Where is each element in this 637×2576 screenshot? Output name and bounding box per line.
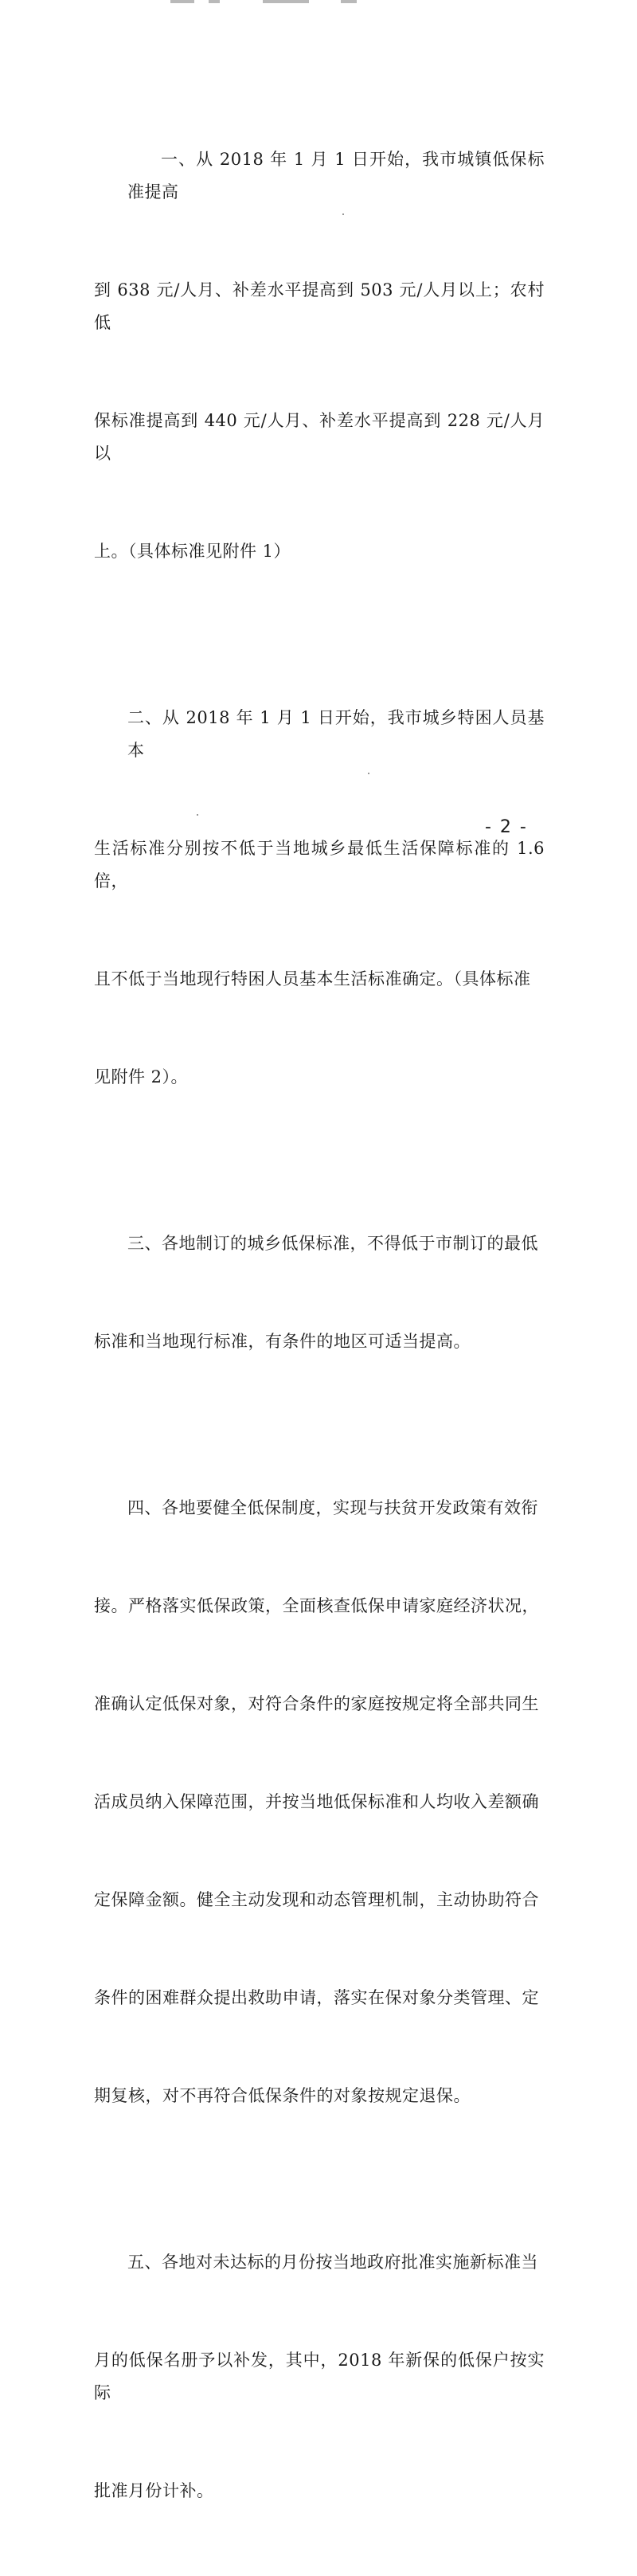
paragraph-line: 生活标准分别按不低于当地城乡最低生活保障标准的 1.6 倍， — [94, 839, 551, 891]
paragraph-line: 接。严格落实低保政策，全面核查低保申请家庭经济状况， — [94, 1596, 539, 1615]
paragraph-line: 保标准提高到 440 元/人月、补差水平提高到 228 元/人月以 — [94, 411, 545, 463]
paragraph-line: 一、从 2018 年 1 月 1 日开始，我市城镇低保标准提高 — [127, 150, 545, 202]
paragraph-line: 到 638 元/人月、补差水平提高到 503 元/人月以上；农村低 — [94, 280, 545, 332]
paragraph-3 — [94, 1162, 545, 1423]
paragraph-line: 且不低于当地现行特困人员基本生活标准确定。（具体标准 — [94, 969, 531, 989]
paragraph-line: 三、各地制订的城乡低保标准，不得低于市制订的最低 — [127, 1234, 538, 1253]
paragraph-line: 准确认定低保对象，对符合条件的家庭按规定将全部共同生 — [94, 1694, 539, 1713]
scan-edge-marks — [0, 0, 637, 8]
paragraph-2 — [94, 636, 551, 1159]
paragraph-line: 批准月份计补。 — [94, 2481, 214, 2500]
paragraph-line: 定保障金额。健全主动发现和动态管理机制，主动协助符合 — [94, 1890, 539, 1909]
paragraph-line: 月的低保名册予以补发，其中，2018 年新保的低保户按实际 — [94, 2351, 545, 2402]
paragraph-4 — [94, 1427, 545, 2178]
paragraph-1 — [94, 78, 545, 633]
paragraph-line: 活成员纳入保障范围，并按当地低保标准和人均收入差额确 — [94, 1792, 539, 1811]
paragraph-line: 见附件 2）。 — [94, 1067, 189, 1086]
paragraph-line: 上。（具体标准见附件 1） — [94, 542, 291, 561]
scan-speck — [197, 814, 198, 816]
page-number: - 2 - — [485, 817, 528, 837]
paragraph-line: 二、从 2018 年 1 月 1 日开始，我市城乡特困人员基本 — [127, 708, 545, 760]
paragraph-line: 期复核，对不再符合低保条件的对象按规定退保。 — [94, 2086, 471, 2105]
paragraph-line: 五、各地对未达标的月份按当地政府批准实施新标准当 — [127, 2253, 538, 2272]
paragraph-line: 标准和当地现行标准，有条件的地区可适当提高。 — [94, 1332, 471, 1351]
scan-speck — [342, 213, 344, 215]
document-body — [94, 78, 551, 2576]
paragraph-5 — [94, 2181, 545, 2573]
paragraph-line: 条件的困难群众提出救助申请，落实在保对象分类管理、定 — [94, 1988, 539, 2007]
scan-speck — [368, 773, 369, 774]
paragraph-line: 四、各地要健全低保制度，实现与扶贫开发政策有效衔 — [127, 1498, 538, 1517]
